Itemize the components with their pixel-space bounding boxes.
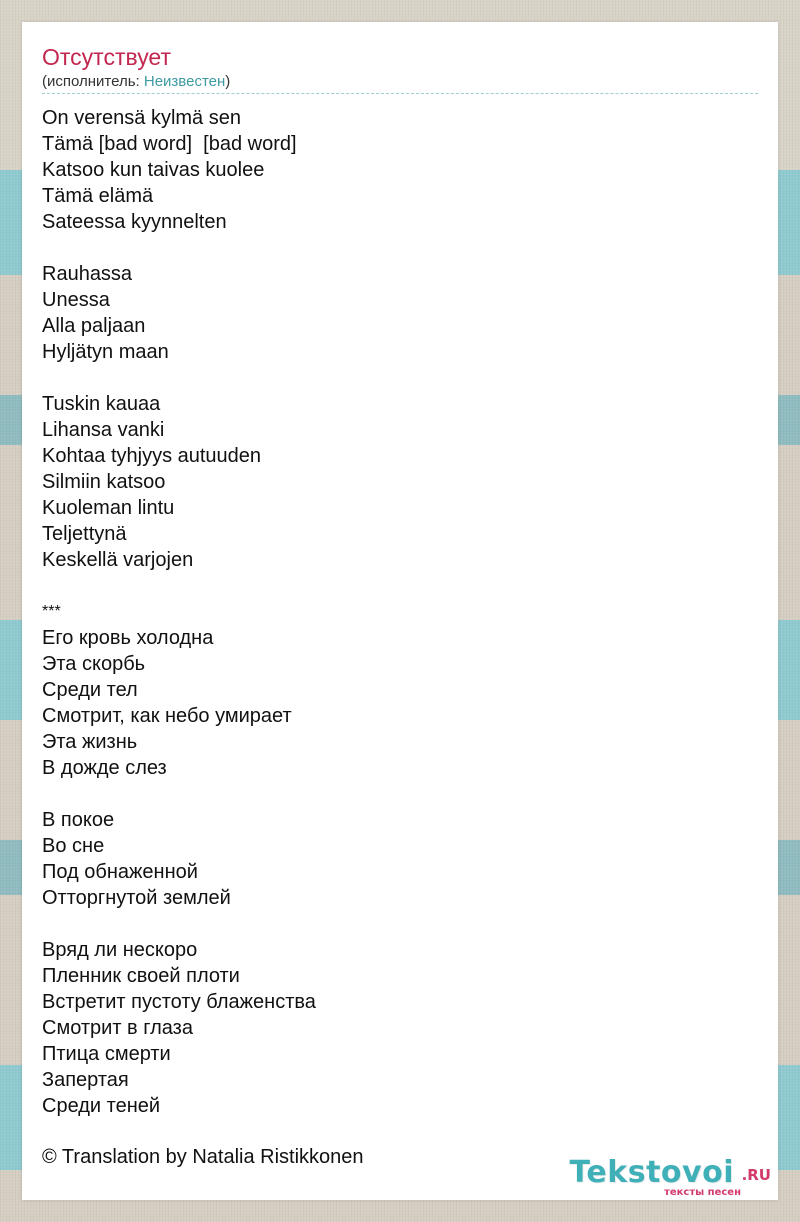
lyric-line: Sateessa kyynnelten bbox=[42, 211, 227, 233]
song-title: Отсутствует bbox=[42, 44, 171, 70]
logo-tld: .RU bbox=[741, 1166, 771, 1184]
logo-tagline: тексты песен bbox=[664, 1187, 741, 1198]
site-logo[interactable] bbox=[561, 1156, 771, 1198]
lyric-line: Lihansa vanki bbox=[42, 419, 165, 441]
lyric-line: On verensä kylmä sen bbox=[42, 107, 241, 129]
lyric-line: Отторгнутой землей bbox=[42, 887, 231, 909]
lyric-line: Пленник своей плоти bbox=[42, 965, 240, 987]
lyric-line: Среди тел bbox=[42, 679, 138, 701]
lyric-line: Alla paljaan bbox=[42, 315, 146, 337]
lyric-line: Эта скорбь bbox=[42, 653, 146, 675]
lyric-line: Tuskin kauaa bbox=[42, 393, 161, 415]
lyric-line: Вряд ли нескоро bbox=[42, 939, 198, 961]
lyric-line: В покое bbox=[42, 809, 115, 831]
lyric-line: Silmiin katsoo bbox=[42, 471, 166, 493]
translation-separator: *** bbox=[42, 603, 61, 620]
lyric-line: Среди теней bbox=[42, 1095, 161, 1117]
lyric-line: Katsoo kun taivas kuolee bbox=[42, 159, 265, 181]
lyric-line: Tämä [bad word] [bad word] bbox=[42, 133, 297, 155]
artist-prefix: (исполнитель: bbox=[42, 73, 144, 90]
lyric-line: Tämä elämä bbox=[42, 185, 154, 207]
lyric-line: Птица смерти bbox=[42, 1043, 171, 1065]
stanza-gap bbox=[42, 781, 758, 807]
artist-suffix: ) bbox=[225, 73, 231, 90]
lyric-line: Его кровь холодна bbox=[42, 627, 214, 649]
stanza-gap bbox=[42, 573, 758, 599]
lyric-line: Запертая bbox=[42, 1069, 129, 1091]
lyrics-card bbox=[22, 22, 778, 1200]
lyric-line: Kuoleman lintu bbox=[42, 497, 175, 519]
logo-name: Tekstovoi bbox=[569, 1155, 734, 1190]
lyric-line: В дожде слез bbox=[42, 757, 167, 779]
stanza-gap bbox=[42, 235, 758, 261]
lyric-line: Keskellä varjojen bbox=[42, 549, 194, 571]
lyric-line: Rauhassa bbox=[42, 263, 133, 285]
lyric-line: Смотрит, как небо умирает bbox=[42, 705, 292, 727]
lyrics-text bbox=[42, 105, 758, 1119]
lyric-line: Во сне bbox=[42, 835, 105, 857]
lyric-line: Смотрит в глаза bbox=[42, 1017, 193, 1039]
lyric-line: Unessa bbox=[42, 289, 110, 311]
title-divider bbox=[42, 93, 758, 94]
translation-credit: © Translation by Natalia Ristikkonen bbox=[42, 1146, 364, 1168]
lyric-line: Teljettynä bbox=[42, 523, 127, 545]
lyric-line: Встретит пустоту блаженства bbox=[42, 991, 316, 1013]
artist-link[interactable]: Неизвестен bbox=[143, 73, 226, 90]
lyric-line: Hyljätyn maan bbox=[42, 341, 169, 363]
artist-line bbox=[42, 73, 230, 91]
lyric-line: Под обнаженной bbox=[42, 861, 198, 883]
stanza-gap bbox=[42, 911, 758, 937]
stanza-gap bbox=[42, 365, 758, 391]
lyric-line: Эта жизнь bbox=[42, 731, 138, 753]
lyric-line: Kohtaa tyhjyys autuuden bbox=[42, 445, 262, 467]
